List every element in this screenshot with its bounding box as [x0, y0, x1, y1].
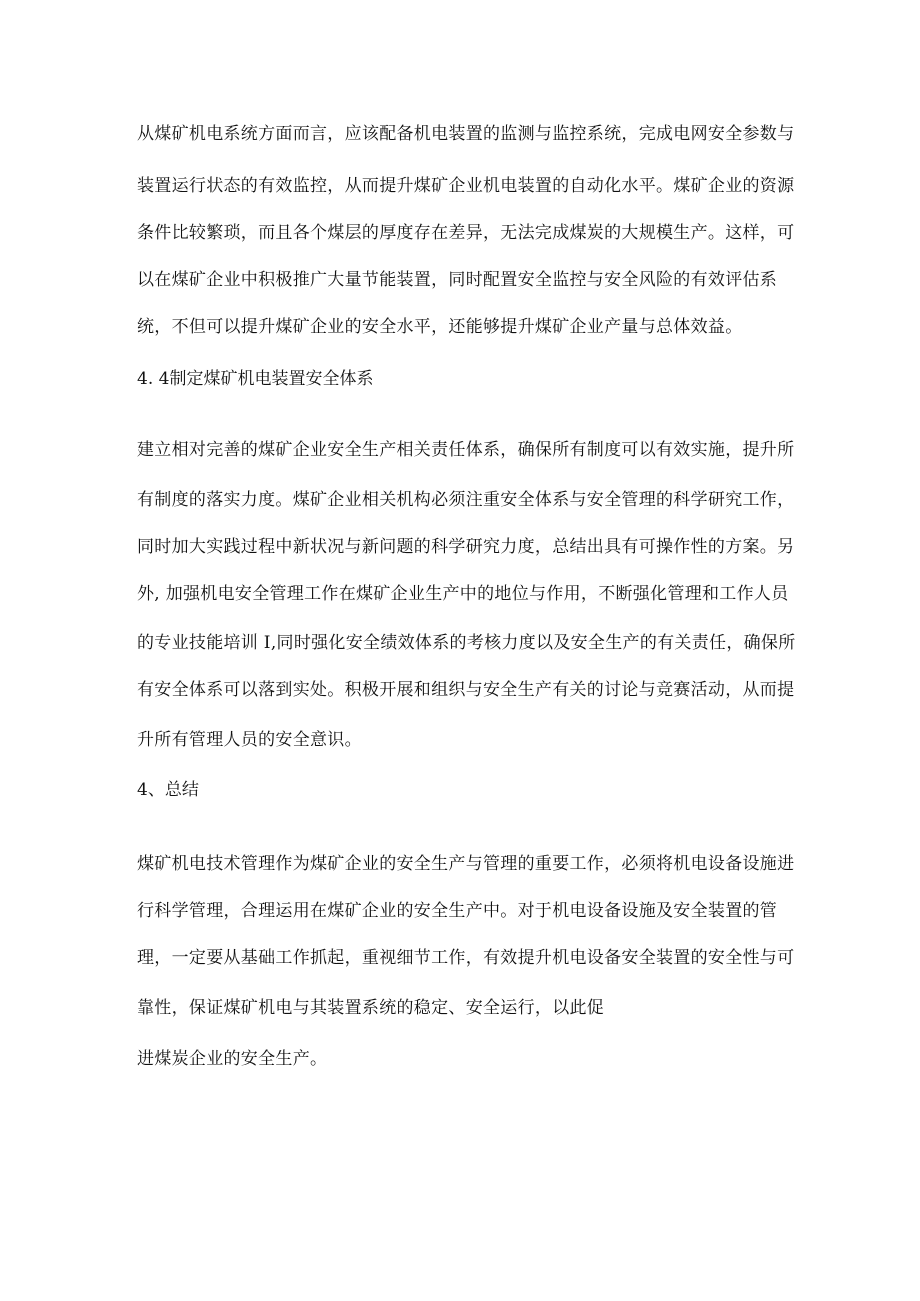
paragraph-2-line-4: 外, 加强机电安全管理工作在煤矿企业生产中的地位与作用，不断强化管理和工作人员	[137, 584, 789, 604]
section-heading-4-4: 4. 4制定煤矿机电装置安全体系	[137, 369, 374, 389]
paragraph-1-line-1: 从煤矿机电系统方面而言，应该配备机电装置的监测与监控系统，完成电网安全参数与	[137, 124, 795, 144]
paragraph-2-line-5: 的专业技能培训 I,同时强化安全绩效体系的考核力度以及安全生产的有关责任，确保所	[137, 633, 796, 653]
paragraph-3-line-3: 理，一定要从基础工作抓起，重视细节工作，有效提升机电设备安全装置的安全性与可	[137, 948, 795, 968]
paragraph-4-line-1: 进煤炭企业的安全生产。	[137, 1049, 328, 1069]
section-heading-4: 4、总结	[137, 780, 199, 800]
paragraph-3-line-2: 行科学管理，合理运用在煤矿企业的安全生产中。对于机电设备设施及安全装置的管	[137, 901, 778, 921]
paragraph-3-line-1: 煤矿机电技术管理作为煤矿企业的安全生产与管理的重要工作，必须将机电设备设施进	[137, 854, 795, 874]
paragraph-1-line-5: 统，不但可以提升煤矿企业的安全水平，还能够提升煤矿企业产量与总体效益。	[137, 317, 743, 337]
paragraph-1-line-3: 条件比较繁琐，而且各个煤层的厚度存在差异，无法完成煤炭的大规模生产。这样，可	[137, 223, 795, 243]
paragraph-2-line-7: 升所有管理人员的安全意识。	[137, 730, 362, 750]
paragraph-1-line-2: 装置运行状态的有效监控，从而提升煤矿企业机电装置的自动化水平。煤矿企业的资源	[137, 176, 795, 196]
paragraph-2-line-2: 有制度的落实力度。煤矿企业相关机构必须注重安全体系与安全管理的科学研究工作，	[137, 490, 795, 510]
paragraph-2-line-6: 有安全体系可以落到实处。积极开展和组织与安全生产有关的讨论与竞赛活动，从而提	[137, 680, 795, 700]
paragraph-1-line-4: 以在煤矿企业中积极推广大量节能装置，同时配置安全监控与安全风险的有效评估系	[137, 270, 778, 290]
paragraph-3-line-4: 靠性，保证煤矿机电与其装置系统的稳定、安全运行，以此促	[137, 998, 605, 1018]
paragraph-2-line-3: 同时加大实践过程中新状况与新问题的科学研究力度，总结出具有可操作性的方案。另	[137, 537, 795, 557]
paragraph-2-line-1: 建立相对完善的煤矿企业安全生产相关责任体系，确保所有制度可以有效实施，提升所	[137, 440, 795, 460]
